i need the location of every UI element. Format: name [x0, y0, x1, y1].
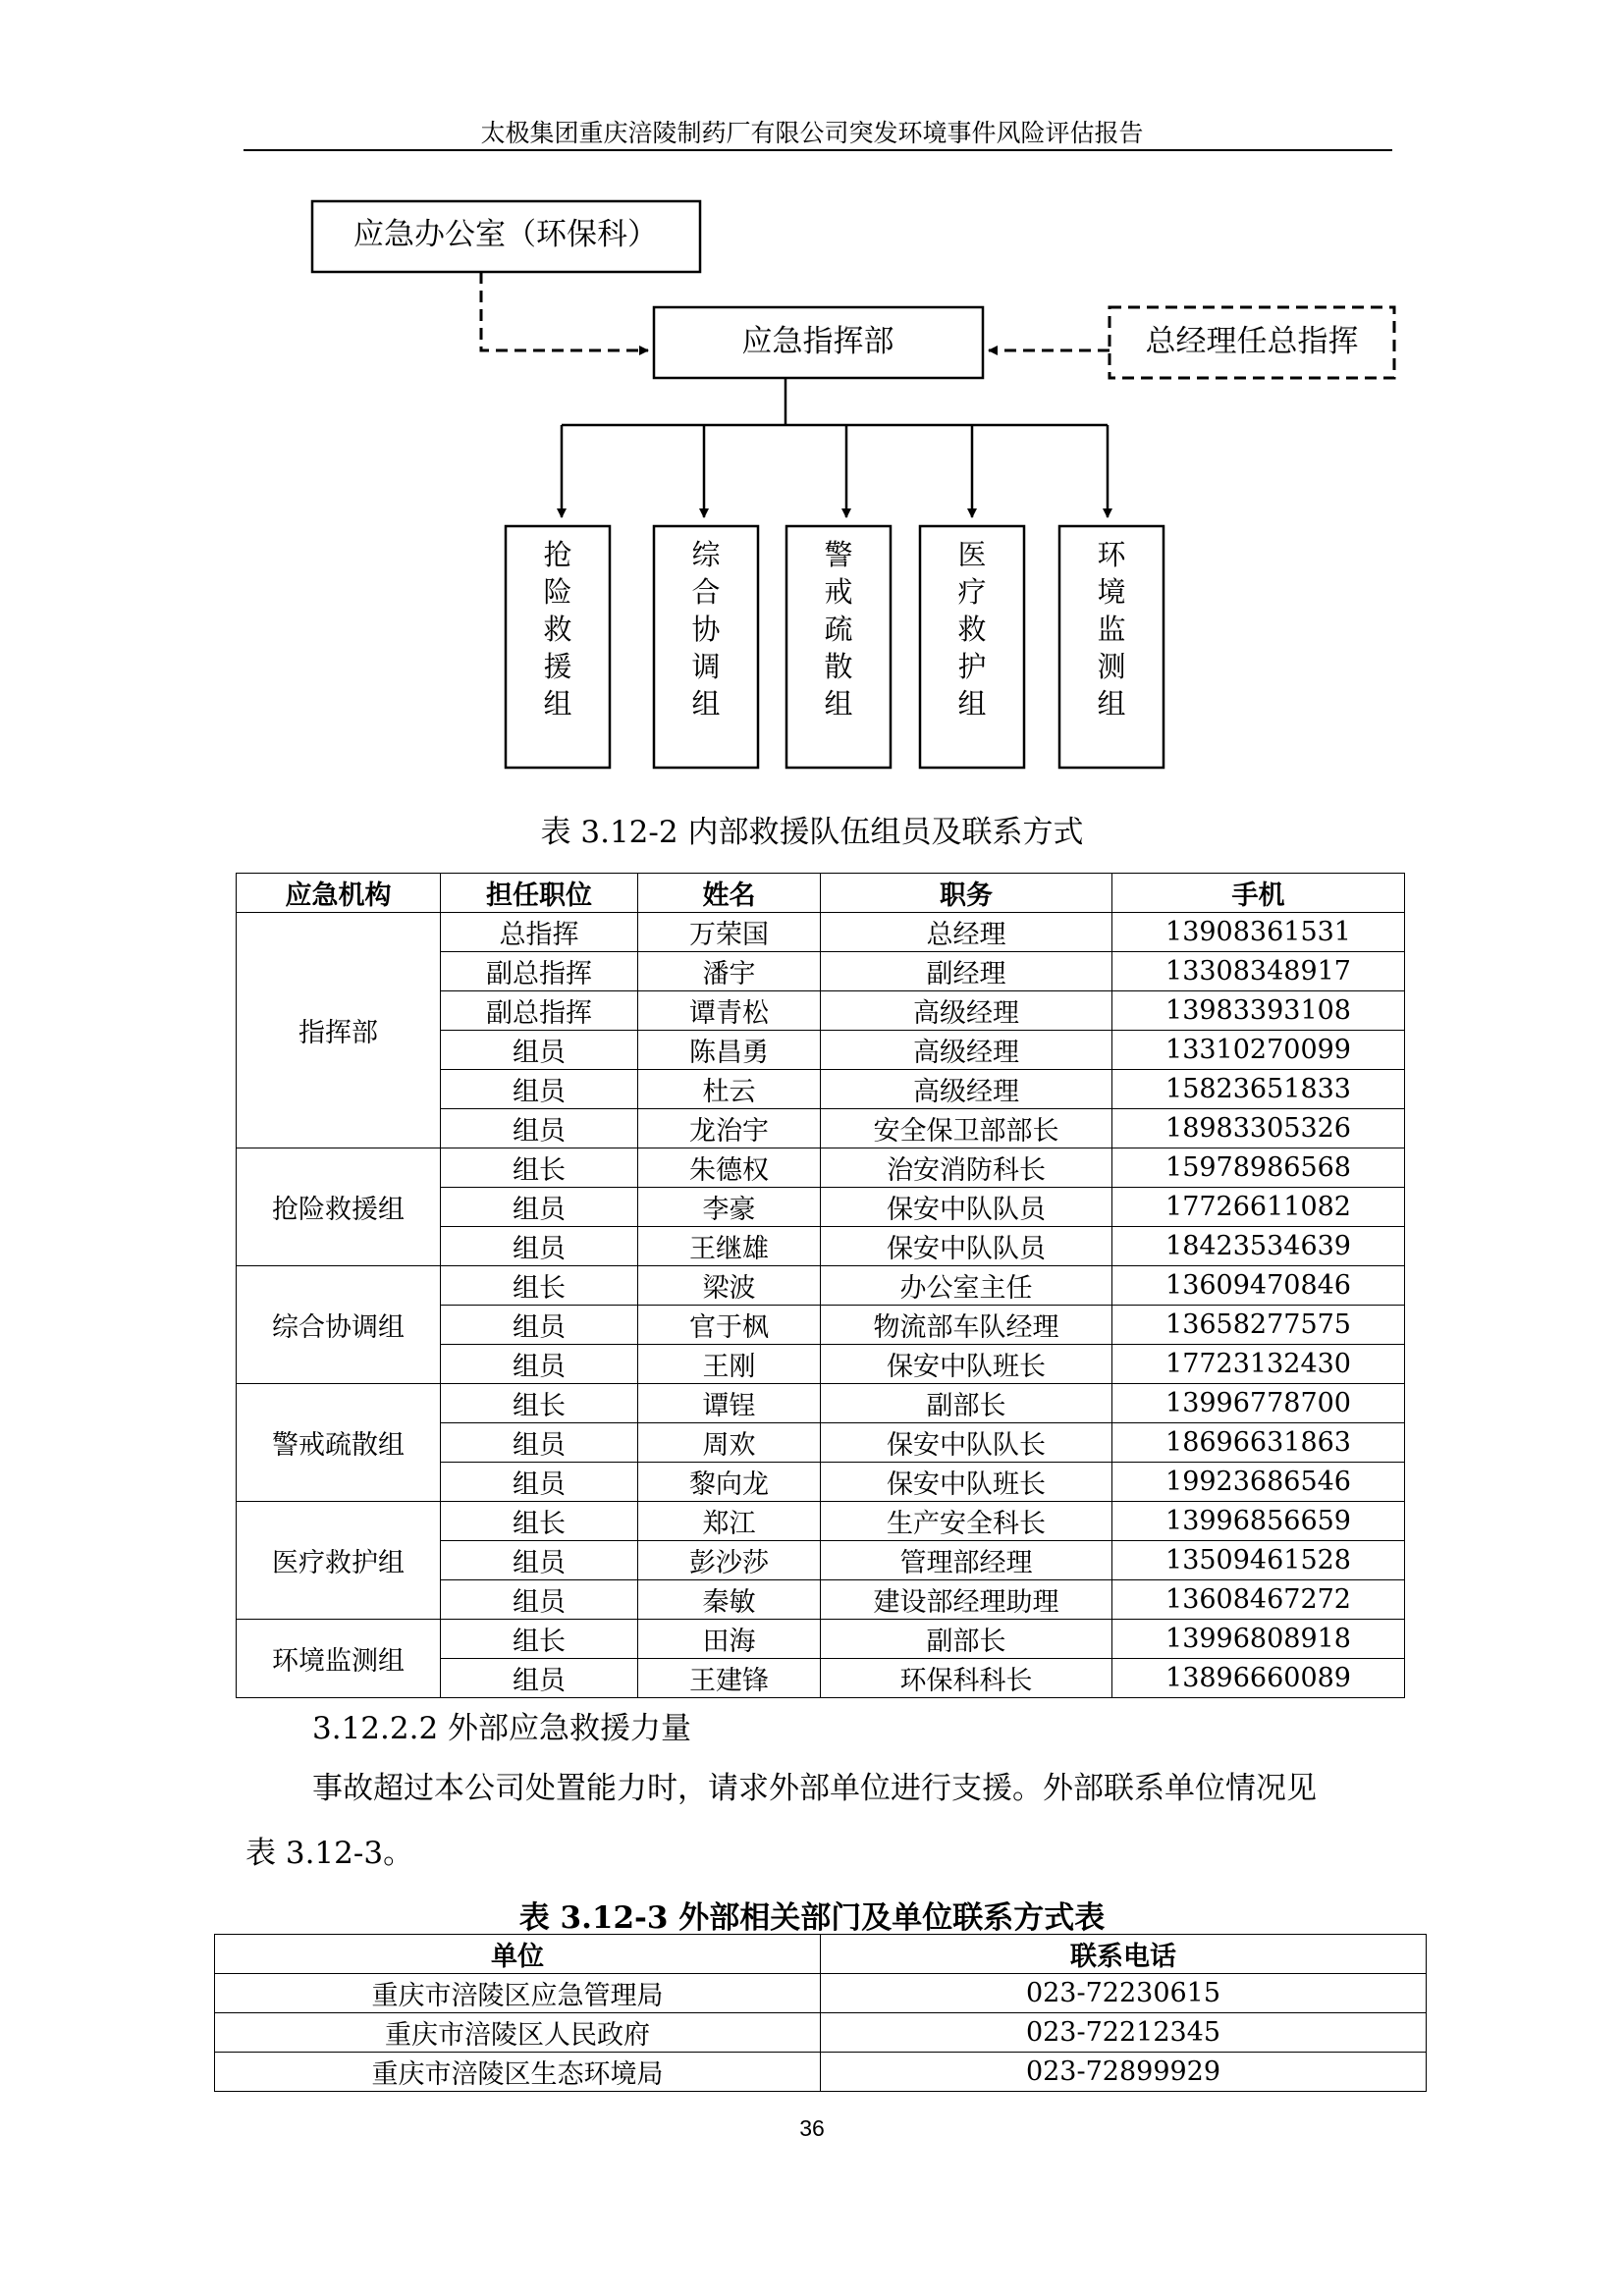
table2-cell: 023-72899929 [821, 2053, 1427, 2092]
table1-header-cell: 姓名 [638, 874, 821, 913]
table1-row [237, 1384, 1405, 1423]
table2-cell: 023-72212345 [821, 2013, 1427, 2053]
table1-cell: 黎向龙 [638, 1463, 821, 1502]
group-label: 抢险救援组 [543, 538, 572, 721]
table1-cell: 高级经理 [821, 1031, 1112, 1070]
table2-cell: 重庆市涪陵区人民政府 [215, 2013, 821, 2053]
table1-group-name-cell: 警戒疏散组 [237, 1384, 441, 1502]
table1-header-cell: 担任职位 [441, 874, 638, 913]
table1-cell: 管理部经理 [821, 1541, 1112, 1580]
table1-cell: 谭青松 [638, 991, 821, 1031]
office-to-command-connector [481, 272, 648, 350]
table1-cell: 田海 [638, 1620, 821, 1659]
table1-cell: 物流部车队经理 [821, 1306, 1112, 1345]
table1-cell: 18983305326 [1112, 1109, 1405, 1148]
table1-row [237, 913, 1405, 952]
table2-header-row [215, 1935, 1427, 1974]
table2-cell: 重庆市涪陵区生态环境局 [215, 2053, 821, 2092]
internal-team-table [236, 873, 1405, 1698]
table1-cell: 组员 [441, 1031, 638, 1070]
table1-cell: 梁波 [638, 1266, 821, 1306]
table1-header-cell: 手机 [1112, 874, 1405, 913]
table1-cell: 保安中队队员 [821, 1188, 1112, 1227]
table1-cell: 杜云 [638, 1070, 821, 1109]
table2-cell: 重庆市涪陵区应急管理局 [215, 1974, 821, 2013]
table2-row [215, 2013, 1427, 2053]
page-number: 36 [799, 2115, 825, 2141]
table1-group-name-cell: 抢险救援组 [237, 1148, 441, 1266]
table1-cell: 陈昌勇 [638, 1031, 821, 1070]
table1-cell: 组员 [441, 1070, 638, 1109]
table1-cell: 组员 [441, 1463, 638, 1502]
section-heading: 3.12.2.2 外部应急救援力量 [312, 1711, 692, 1746]
table1-row [237, 1266, 1405, 1306]
table1-group-name-cell: 环境监测组 [237, 1620, 441, 1698]
table1-cell: 组长 [441, 1502, 638, 1541]
table1-cell: 副总指挥 [441, 952, 638, 991]
table1-cell: 组长 [441, 1148, 638, 1188]
table1-row [237, 1620, 1405, 1659]
table1-cell: 保安中队班长 [821, 1463, 1112, 1502]
table1-cell: 办公室主任 [821, 1266, 1112, 1306]
table1-group-name-cell: 综合协调组 [237, 1266, 441, 1384]
table1-cell: 13608467272 [1112, 1580, 1405, 1620]
table1-cell: 万荣国 [638, 913, 821, 952]
table1-cell: 组长 [441, 1384, 638, 1423]
table1-cell: 郑江 [638, 1502, 821, 1541]
table1-cell: 17726611082 [1112, 1188, 1405, 1227]
command-label: 应急指挥部 [741, 324, 894, 359]
table1-cell: 朱德权 [638, 1148, 821, 1188]
table1-cell: 13658277575 [1112, 1306, 1405, 1345]
table1-cell: 治安消防科长 [821, 1148, 1112, 1188]
table1-group-name-cell: 指挥部 [237, 913, 441, 1148]
table1-cell: 13996808918 [1112, 1620, 1405, 1659]
table1-cell: 13908361531 [1112, 913, 1405, 952]
table1-cell: 官于枫 [638, 1306, 821, 1345]
table1-cell: 19923686546 [1112, 1463, 1405, 1502]
table1-header-cell: 职务 [821, 874, 1112, 913]
table1-cell: 组员 [441, 1423, 638, 1463]
group-label: 警戒疏散组 [824, 538, 853, 721]
table1-cell: 建设部经理助理 [821, 1580, 1112, 1620]
table1-cell: 高级经理 [821, 1070, 1112, 1109]
table1-cell: 李豪 [638, 1188, 821, 1227]
table1-cell: 王刚 [638, 1345, 821, 1384]
table1-row [237, 1502, 1405, 1541]
table1-cell: 13509461528 [1112, 1541, 1405, 1580]
table1-cell: 总指挥 [441, 913, 638, 952]
table2-cell: 023-72230615 [821, 1974, 1427, 2013]
table1-cell: 13983393108 [1112, 991, 1405, 1031]
table1-cell: 龙治宇 [638, 1109, 821, 1148]
table1-cell: 组员 [441, 1188, 638, 1227]
table1-cell: 周欢 [638, 1423, 821, 1463]
table1-cell: 环保科科长 [821, 1659, 1112, 1698]
table2-caption: 表 3.12-3 外部相关部门及单位联系方式表 [518, 1900, 1106, 1936]
table1-cell: 生产安全科长 [821, 1502, 1112, 1541]
table1-row [237, 1148, 1405, 1188]
table1-cell: 王继雄 [638, 1227, 821, 1266]
group-label: 医疗救护组 [957, 538, 987, 721]
table1-cell: 谭锃 [638, 1384, 821, 1423]
table1-cell: 秦敏 [638, 1580, 821, 1620]
table1-cell: 组员 [441, 1659, 638, 1698]
table1-cell: 13996778700 [1112, 1384, 1405, 1423]
section-paragraph-line-1: 事故超过本公司处置能力时，请求外部单位进行支援。外部联系单位情况见 [312, 1771, 1317, 1806]
table2-row [215, 2053, 1427, 2092]
table1-cell: 总经理 [821, 913, 1112, 952]
table1-cell: 组长 [441, 1266, 638, 1306]
table1-cell: 彭沙莎 [638, 1541, 821, 1580]
table1-caption: 表 3.12-2 内部救援队伍组员及联系方式 [540, 815, 1084, 850]
external-contacts-table [214, 1934, 1427, 2092]
table2-header-cell: 单位 [215, 1935, 821, 1974]
table1-cell: 潘宇 [638, 952, 821, 991]
table1-cell: 副经理 [821, 952, 1112, 991]
section-paragraph-line-2: 表 3.12-3。 [245, 1836, 414, 1871]
table1-group-name-cell: 医疗救护组 [237, 1502, 441, 1620]
table1-cell: 组员 [441, 1345, 638, 1384]
table1-cell: 安全保卫部部长 [821, 1109, 1112, 1148]
table1-cell: 18696631863 [1112, 1423, 1405, 1463]
table1-cell: 王建锋 [638, 1659, 821, 1698]
table1-cell: 15978986568 [1112, 1148, 1405, 1188]
table1-cell: 副部长 [821, 1384, 1112, 1423]
table1-cell: 组员 [441, 1227, 638, 1266]
table1-cell: 副部长 [821, 1620, 1112, 1659]
table1-cell: 组员 [441, 1306, 638, 1345]
table1-cell: 组员 [441, 1541, 638, 1580]
table1-cell: 18423534639 [1112, 1227, 1405, 1266]
table1-cell: 13308348917 [1112, 952, 1405, 991]
table1-cell: 组员 [441, 1580, 638, 1620]
group-label: 综合协调组 [691, 538, 721, 721]
table1-cell: 高级经理 [821, 991, 1112, 1031]
office-label: 应急办公室（环保科） [353, 217, 658, 252]
table2-header-cell: 联系电话 [821, 1935, 1427, 1974]
table1-header-cell: 应急机构 [237, 874, 441, 913]
general-manager-label: 总经理任总指挥 [1145, 324, 1359, 359]
table1-cell: 13896660089 [1112, 1659, 1405, 1698]
table1-cell: 17723132430 [1112, 1345, 1405, 1384]
table1-cell: 13310270099 [1112, 1031, 1405, 1070]
table1-cell: 15823651833 [1112, 1070, 1405, 1109]
table1-cell: 组长 [441, 1620, 638, 1659]
table2-row [215, 1974, 1427, 2013]
group-label: 环境监测组 [1097, 538, 1126, 721]
table1-cell: 13609470846 [1112, 1266, 1405, 1306]
table1-cell: 保安中队班长 [821, 1345, 1112, 1384]
table1-cell: 副总指挥 [441, 991, 638, 1031]
table1-cell: 保安中队队长 [821, 1423, 1112, 1463]
table1-cell: 保安中队队员 [821, 1227, 1112, 1266]
page-header-title: 太极集团重庆涪陵制药厂有限公司突发环境事件风险评估报告 [480, 119, 1144, 147]
org-chart [0, 0, 1624, 785]
table1-header-row [237, 874, 1405, 913]
table1-cell: 13996856659 [1112, 1502, 1405, 1541]
table1-cell: 组员 [441, 1109, 638, 1148]
